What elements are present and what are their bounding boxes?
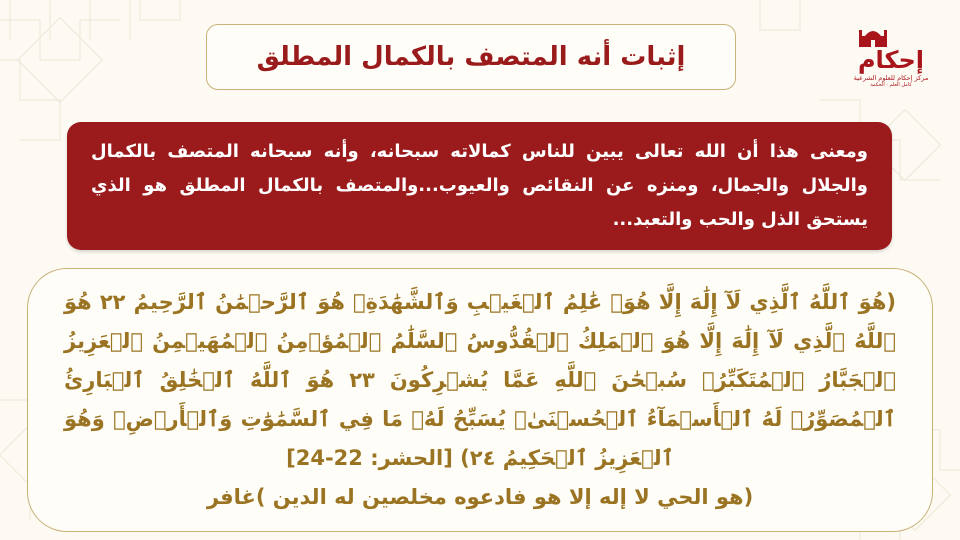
logo-tagline: كامل العلم · الحكمة bbox=[870, 82, 912, 88]
quran-verse-block bbox=[64, 283, 896, 478]
quran-reference: [الحشر: 22-24] bbox=[286, 446, 453, 470]
meaning-text: ومعنى هذا أن الله تعالى يبين للناس كمالاته سبحانه، وأنه سبحانه المتصف بالكمال والجلال والجمال، ومنزه عن النقائص والعيوب...والمتصف بالكمال المطلق هو الذي يستحق الذل والحب والتعبد... bbox=[91, 141, 868, 230]
logo-subtitle: مركز إحكام للعلوم الشرعية bbox=[853, 74, 929, 82]
quran-panel bbox=[27, 268, 933, 532]
mosque-icon bbox=[859, 26, 887, 48]
title-frame bbox=[206, 24, 736, 90]
quran-second-verse: (هو الحي لا إله إلا هو فادعوه مخلصين له الدين )غافر bbox=[206, 485, 754, 509]
slide-title: إثبات أنه المتصف بالكمال المطلق bbox=[256, 42, 686, 72]
quran-verse: (هُوَ ٱللَّهُ ٱلَّذِي لَآ إِلَٰهَ إِلَّا هُوَۖ عَٰلِمُ ٱلۡغَيۡبِ وَٱلشَّهَٰدَةِۖ هُوَ ٱلرَّحۡمَٰنُ ٱلرَّحِيمُ ٢٢ هُوَ ٱللَّهُ ٱلَّذِي لَآ إِلَٰهَ إِلَّا هُوَ ٱلۡمَلِكُ ٱلۡقُدُّوسُ ٱلسَّلَٰمُ ٱلۡمُؤۡمِنُ ٱلۡمُهَيۡمِنُ ٱلۡعَزِيزُ ٱلۡجَبَّارُ ٱلۡمُتَكَبِّرُۚ سُبۡحَٰنَ ٱللَّهِ عَمَّا يُشۡرِكُونَ ٢٣ هُوَ ٱللَّهُ ٱلۡخَٰلِقُ ٱلۡبَارِئُ ٱلۡمُصَوِّرُۖ لَهُ ٱلۡأَسۡمَآءُ ٱلۡحُسۡنَىٰۚ يُسَبِّحُ لَهُۥ مَا فِي ٱلسَّمَٰوَٰتِ وَٱلۡأَرۡضِۖ وَهُوَ ٱلۡعَزِيزُ ٱلۡحَكِيمُ ٢٤) bbox=[64, 290, 897, 470]
logo-wordmark: إحكام bbox=[857, 46, 925, 74]
meaning-panel bbox=[67, 122, 892, 250]
ihkam-logo bbox=[850, 26, 932, 96]
